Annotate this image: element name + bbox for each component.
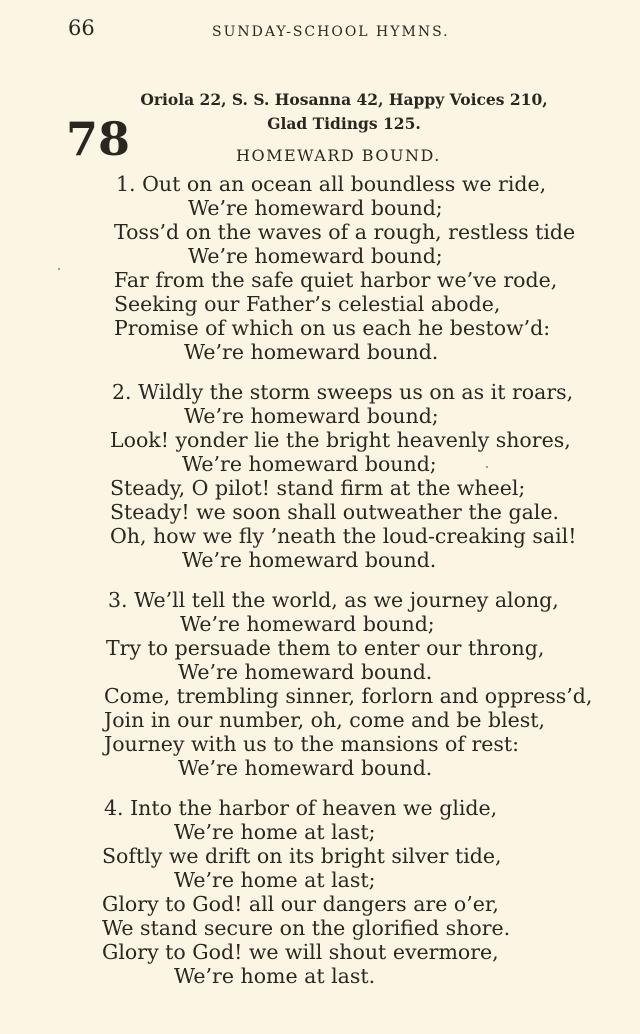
verse-1-line-1: 1. Out on an ocean all boundless we ride, (116, 172, 547, 196)
verse-2-line-4: We’re homeward bound; (182, 452, 437, 476)
verse-3-line-5: Come, trembling sinner, forlorn and oppress’d, (104, 684, 593, 708)
tune-references: Oriola 22, S. S. Hosanna 42, Happy Voices 210, (140, 90, 548, 109)
verse-1-line-3: Toss’d on the waves of a rough, restless tide (114, 220, 576, 244)
verse-3-line-6: Join in our number, oh, come and be blest, (104, 708, 546, 732)
hymn-title: HOMEWARD BOUND. (236, 146, 441, 165)
print-speck (58, 268, 60, 270)
verse-4-line-5: Glory to God! all our dangers are o’er, (102, 892, 499, 916)
verse-4-line-8: We’re home at last. (174, 964, 376, 988)
verse-3-line-2: We’re homeward bound; (180, 612, 435, 636)
verse-1-line-6: Seeking our Father’s celestial abode, (114, 292, 501, 316)
verse-4-line-6: We stand secure on the glorified shore. (102, 916, 511, 940)
tune-references-continued: Glad Tidings 125. (267, 114, 421, 133)
verse-1-line-5: Far from the safe quiet harbor we’ve rode, (114, 268, 558, 292)
verse-3-line-4: We’re homeward bound. (178, 660, 433, 684)
verse-1-line-2: We’re homeward bound; (188, 196, 443, 220)
verse-3-line-8: We’re homeward bound. (178, 756, 433, 780)
verse-4-line-7: Glory to God! we will shout evermore, (102, 940, 499, 964)
verse-4-line-3: Softly we drift on its bright silver tide, (102, 844, 502, 868)
print-speck (486, 466, 488, 468)
verse-2-line-8: We’re homeward bound. (182, 548, 437, 572)
verse-1-line-4: We’re homeward bound; (188, 244, 443, 268)
verse-2-line-2: We’re homeward bound; (184, 404, 439, 428)
verse-2-line-5: Steady, O pilot! stand firm at the wheel; (110, 476, 526, 500)
verse-2-line-3: Look! yonder lie the bright heavenly shores, (110, 428, 571, 452)
verse-2-line-1: 2. Wildly the storm sweeps us on as it roars, (112, 380, 574, 404)
page-number: 66 (68, 16, 95, 40)
verse-4-line-4: We’re home at last; (174, 868, 376, 892)
verse-4-line-1: 4. Into the harbor of heaven we glide, (104, 796, 498, 820)
verse-1-line-8: We’re homeward bound. (184, 340, 439, 364)
verse-3-line-3: Try to persuade them to enter our throng, (106, 636, 545, 660)
verse-2-line-7: Oh, how we fly ’neath the loud-creaking sail! (110, 524, 577, 548)
verse-1-line-7: Promise of which on us each he bestow’d: (114, 316, 551, 340)
verse-3-line-7: Journey with us to the mansions of rest: (104, 732, 520, 756)
verse-2-line-6: Steady! we soon shall outweather the gale. (110, 500, 559, 524)
verse-4-line-2: We’re home at last; (174, 820, 376, 844)
verse-3-line-1: 3. We’ll tell the world, as we journey along, (108, 588, 559, 612)
running-head: SUNDAY-SCHOOL HYMNS. (212, 24, 450, 40)
hymn-number: 78 (66, 112, 131, 166)
